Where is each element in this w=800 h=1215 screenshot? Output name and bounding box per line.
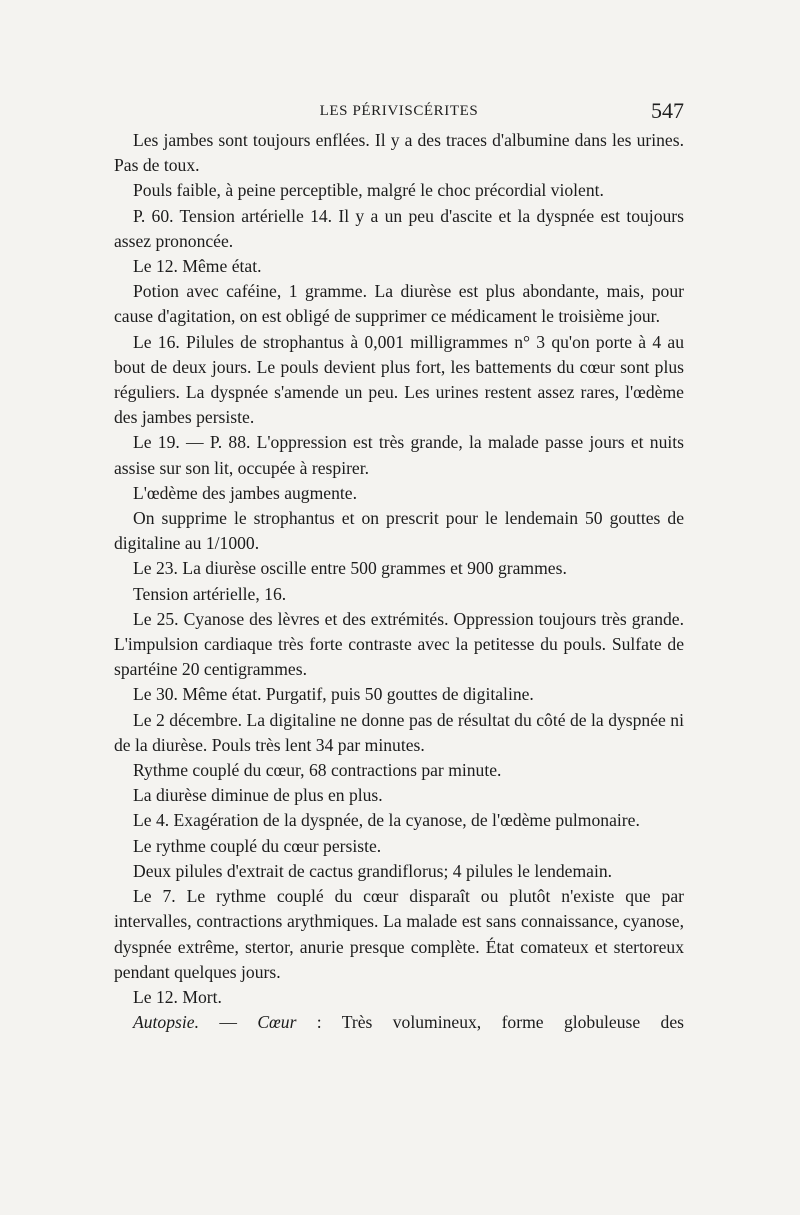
paragraph: Rythme couplé du cœur, 68 contractions par minute.: [133, 760, 502, 781]
paragraph: Le 7. Le rythme couplé du cœur disparaît ou plutôt n'existe que par intervalles, contractions arythmiques. La malade est sans connaissance, cyanose, dyspnée extrême, stertor, anurie presque complète. État comateux et stertoreux pendant quelques jours.: [114, 886, 684, 982]
running-header: [114, 100, 684, 126]
paragraph: Le 25. Cyanose des lèvres et des extrémités. Oppression toujours très grande. L'impulsion cardiaque très forte contraste avec la petitesse du pouls. Sulfate de spartéine 20 centigrammes.: [114, 608, 684, 680]
paragraph: Le 4. Exagération de la dyspnée, de la cyanose, de l'œdème pulmonaire.: [133, 810, 640, 831]
autopsy-text: : Très volumineux, forme globuleuse des: [296, 1012, 685, 1033]
paragraph: Deux pilules d'extrait de cactus grandiflorus; 4 pilules le lendemain.: [133, 860, 613, 881]
paragraph: P. 60. Tension artérielle 14. Il y a un peu d'ascite et la dyspnée est toujours assez prononcée.: [114, 205, 684, 251]
autopsy-label: Autopsie.: [133, 1012, 199, 1033]
page-number: 547: [651, 98, 684, 123]
paragraph: Tension artérielle, 16.: [133, 583, 287, 604]
autopsy-organ: Cœur: [257, 1012, 297, 1033]
body-text: [114, 128, 684, 1035]
paragraph: Le 16. Pilules de strophantus à 0,001 milligrammes n° 3 qu'on porte à 4 au bout de deux jours. Le pouls devient plus fort, les battements du cœur sont plus réguliers. La dyspnée s'amende un peu. Les urines restent assez rares, l'œdème des jambes persiste.: [114, 331, 684, 428]
paragraph: La diurèse diminue de plus en plus.: [133, 785, 383, 806]
paragraph: Le rythme couplé du cœur persiste.: [133, 835, 382, 856]
paragraph: On supprime le strophantus et on prescrit pour le lendemain 50 gouttes de digitaline au 1/1000.: [114, 508, 684, 554]
autopsy-dash: —: [198, 1012, 258, 1033]
paragraph: L'œdème des jambes augmente.: [133, 482, 357, 503]
paragraph: Le 12. Même état.: [133, 256, 262, 277]
paragraph: Le 30. Même état. Purgatif, puis 50 gouttes de digitaline.: [133, 684, 534, 705]
paragraph: Le 2 décembre. La digitaline ne donne pas de résultat du côté de la dyspnée ni de la diurèse. Pouls très lent 34 par minutes.: [114, 709, 684, 755]
paragraph: Potion avec caféine, 1 gramme. La diurèse est plus abondante, mais, pour cause d'agitation, on est obligé de supprimer ce médicament le troisième jour.: [114, 281, 684, 327]
paragraph: Le 19. — P. 88. L'oppression est très grande, la malade passe jours et nuits assise sur son lit, occupée à respirer.: [114, 432, 684, 478]
paragraph: Pouls faible, à peine perceptible, malgré le choc précordial violent.: [133, 180, 604, 201]
paragraph: Les jambes sont toujours enflées. Il y a des traces d'albumine dans les urines. Pas de toux.: [114, 130, 684, 176]
running-title: LES PÉRIVISCÉRITES: [319, 103, 479, 119]
paragraph: Le 12. Mort.: [133, 986, 222, 1007]
paragraph: Le 23. La diurèse oscille entre 500 grammes et 900 grammes.: [133, 558, 567, 579]
autopsy-paragraph: [114, 1010, 684, 1035]
